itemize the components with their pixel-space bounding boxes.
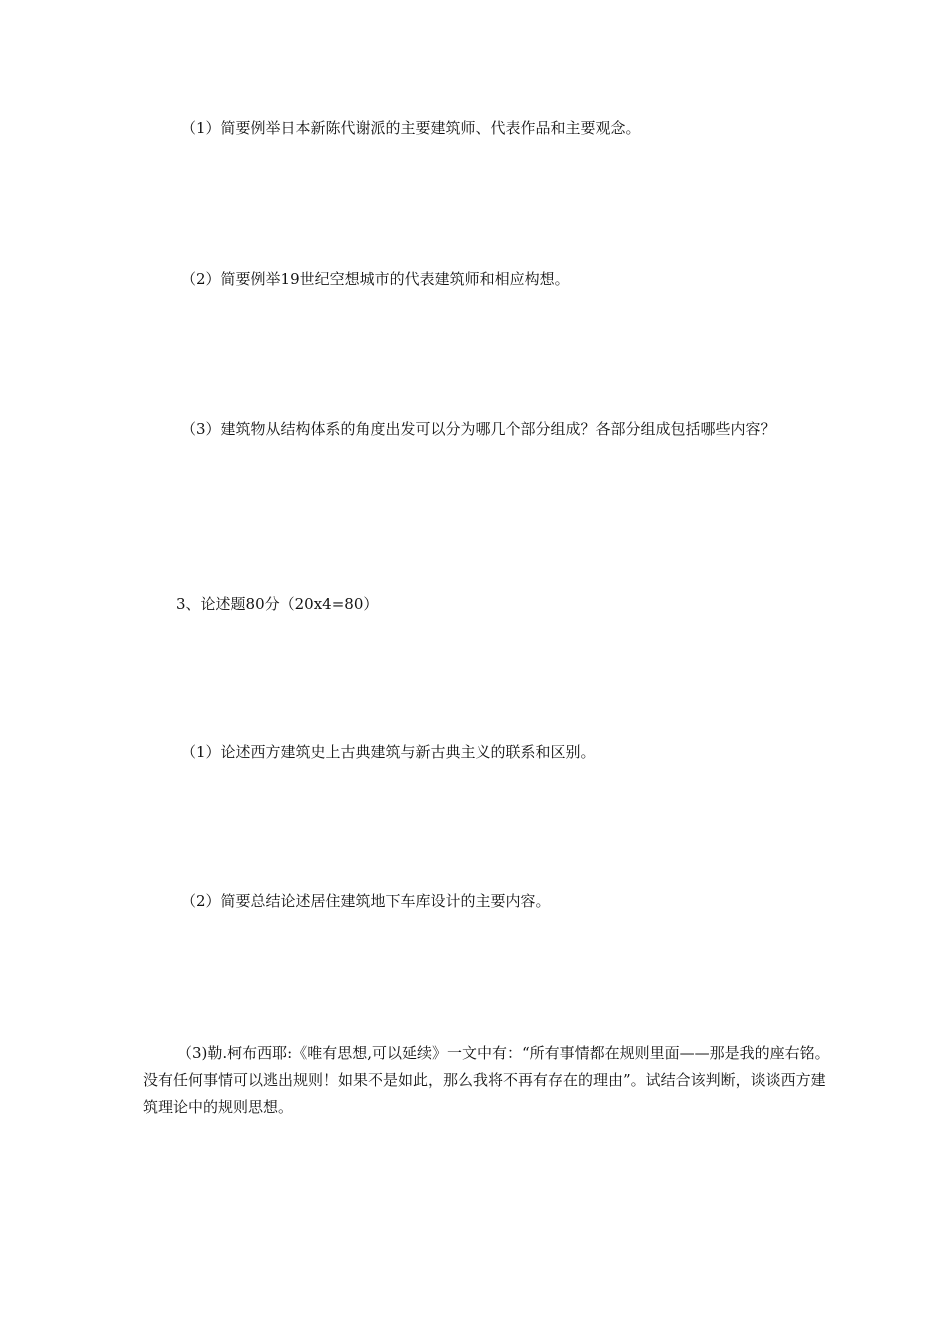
question-3-1: （1）论述西方建筑史上古典建筑与新古典主义的联系和区别。: [181, 743, 596, 761]
section-3-heading: 3、论述题80分（20x4=80）: [176, 595, 379, 613]
question-2-2: （2）简要例举19世纪空想城市的代表建筑师和相应构想。: [181, 270, 570, 288]
question-3-2: （2）简要总结论述居住建筑地下车库设计的主要内容。: [181, 892, 551, 910]
question-3-3: （3)勒.柯布西耶:《唯有思想,可以延续》一文中有：“所有事情都在规则里面——那是我的座右铭。没有任何事情可以逃出规则！如果不是如此，那么我将不再有存在的理由”。试结合该判断，谈谈西方建筑理论中的规则思想。: [143, 1044, 830, 1116]
question-2-1: （1）简要例举日本新陈代谢派的主要建筑师、代表作品和主要观念。: [181, 119, 641, 137]
question-2-3: （3）建筑物从结构体系的角度出发可以分为哪几个部分组成？各部分组成包括哪些内容？: [181, 420, 776, 438]
